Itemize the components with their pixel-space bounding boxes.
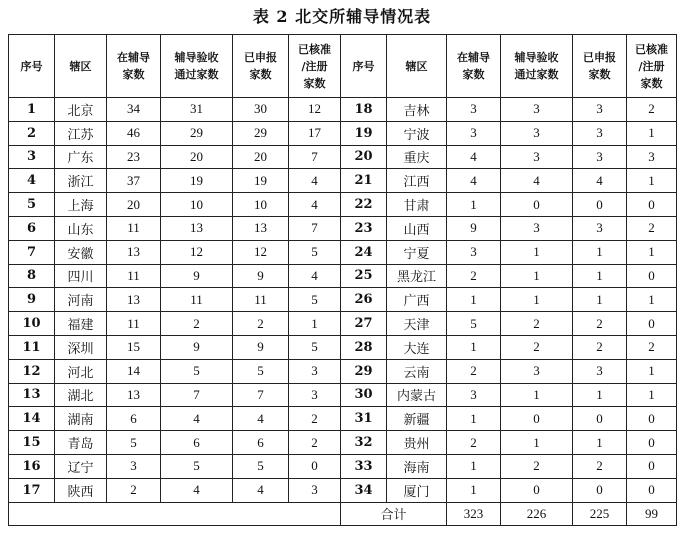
right-row-region: 黑龙江 xyxy=(387,264,447,288)
table-row xyxy=(9,312,677,336)
table-row xyxy=(9,383,677,407)
right-row-passed: 1 xyxy=(501,431,573,455)
left-row-seq: 3 xyxy=(9,145,55,169)
right-row-region: 厦门 xyxy=(387,478,447,502)
right-row-declared: 0 xyxy=(573,193,627,217)
table-body xyxy=(9,98,677,526)
right-row-seq: 20 xyxy=(341,145,387,169)
header-row xyxy=(9,35,677,98)
right-row-approved: 1 xyxy=(627,383,677,407)
header-declared: 已申报 家数 xyxy=(573,35,627,98)
left-row-in-guidance: 37 xyxy=(107,169,161,193)
left-row-seq: 16 xyxy=(9,454,55,478)
table-row xyxy=(9,478,677,502)
table-row xyxy=(9,407,677,431)
right-row-in-guidance: 3 xyxy=(447,240,501,264)
right-row-declared: 1 xyxy=(573,240,627,264)
left-row-region: 河南 xyxy=(55,288,107,312)
right-row-passed: 3 xyxy=(501,359,573,383)
right-row-in-guidance: 9 xyxy=(447,216,501,240)
right-row-approved: 3 xyxy=(627,145,677,169)
right-row-approved: 0 xyxy=(627,478,677,502)
left-row-region: 福建 xyxy=(55,312,107,336)
right-row-passed: 4 xyxy=(501,169,573,193)
right-row-declared: 3 xyxy=(573,98,627,122)
right-row-seq: 22 xyxy=(341,193,387,217)
left-row-approved: 1 xyxy=(289,312,341,336)
left-row-region: 江苏 xyxy=(55,121,107,145)
left-row-region: 浙江 xyxy=(55,169,107,193)
left-row-seq: 13 xyxy=(9,383,55,407)
left-row-in-guidance: 34 xyxy=(107,98,161,122)
left-row-passed: 31 xyxy=(161,98,233,122)
left-row-seq: 17 xyxy=(9,478,55,502)
left-row-approved: 3 xyxy=(289,383,341,407)
right-row-region: 天津 xyxy=(387,312,447,336)
left-row-region: 辽宁 xyxy=(55,454,107,478)
totals-declared: 225 xyxy=(573,502,627,526)
left-row-passed: 4 xyxy=(161,478,233,502)
totals-passed: 226 xyxy=(501,502,573,526)
header-region: 辖区 xyxy=(387,35,447,98)
right-row-approved: 2 xyxy=(627,98,677,122)
left-row-region: 青岛 xyxy=(55,431,107,455)
right-row-passed: 3 xyxy=(501,216,573,240)
left-row-passed: 13 xyxy=(161,216,233,240)
header-seq: 序号 xyxy=(341,35,387,98)
left-row-region: 深圳 xyxy=(55,335,107,359)
left-row-declared: 5 xyxy=(233,359,289,383)
right-row-approved: 2 xyxy=(627,335,677,359)
right-row-in-guidance: 4 xyxy=(447,145,501,169)
right-row-approved: 2 xyxy=(627,216,677,240)
left-row-seq: 9 xyxy=(9,288,55,312)
left-row-declared: 9 xyxy=(233,335,289,359)
right-row-passed: 0 xyxy=(501,478,573,502)
right-row-seq: 27 xyxy=(341,312,387,336)
left-row-approved: 4 xyxy=(289,193,341,217)
left-row-declared: 29 xyxy=(233,121,289,145)
header-declared: 已申报 家数 xyxy=(233,35,289,98)
left-row-passed: 2 xyxy=(161,312,233,336)
right-row-declared: 3 xyxy=(573,216,627,240)
left-row-seq: 1 xyxy=(9,98,55,122)
right-row-seq: 34 xyxy=(341,478,387,502)
left-row-passed: 7 xyxy=(161,383,233,407)
table-row xyxy=(9,145,677,169)
right-row-approved: 0 xyxy=(627,193,677,217)
right-row-declared: 3 xyxy=(573,121,627,145)
left-row-declared: 12 xyxy=(233,240,289,264)
right-row-declared: 1 xyxy=(573,288,627,312)
right-row-region: 云南 xyxy=(387,359,447,383)
left-row-in-guidance: 11 xyxy=(107,312,161,336)
right-row-region: 贵州 xyxy=(387,431,447,455)
table-title: 表 2 北交所辅导情况表 xyxy=(252,7,432,26)
left-row-approved: 7 xyxy=(289,145,341,169)
table-row xyxy=(9,288,677,312)
left-row-seq: 6 xyxy=(9,216,55,240)
left-row-in-guidance: 20 xyxy=(107,193,161,217)
right-row-passed: 2 xyxy=(501,335,573,359)
right-row-declared: 2 xyxy=(573,454,627,478)
left-row-in-guidance: 13 xyxy=(107,383,161,407)
right-row-passed: 1 xyxy=(501,288,573,312)
totals-blank-cell xyxy=(9,502,341,526)
left-row-in-guidance: 2 xyxy=(107,478,161,502)
left-row-declared: 13 xyxy=(233,216,289,240)
right-row-in-guidance: 2 xyxy=(447,264,501,288)
right-row-passed: 2 xyxy=(501,454,573,478)
right-row-seq: 23 xyxy=(341,216,387,240)
right-row-seq: 26 xyxy=(341,288,387,312)
left-row-declared: 4 xyxy=(233,407,289,431)
left-row-passed: 12 xyxy=(161,240,233,264)
header-region: 辖区 xyxy=(55,35,107,98)
right-row-passed: 3 xyxy=(501,121,573,145)
left-row-approved: 7 xyxy=(289,216,341,240)
left-row-seq: 12 xyxy=(9,359,55,383)
right-row-in-guidance: 1 xyxy=(447,335,501,359)
right-row-declared: 3 xyxy=(573,359,627,383)
right-row-approved: 1 xyxy=(627,240,677,264)
right-row-declared: 1 xyxy=(573,431,627,455)
left-row-seq: 10 xyxy=(9,312,55,336)
right-row-in-guidance: 5 xyxy=(447,312,501,336)
left-row-region: 四川 xyxy=(55,264,107,288)
right-row-in-guidance: 3 xyxy=(447,121,501,145)
left-row-declared: 19 xyxy=(233,169,289,193)
right-row-declared: 4 xyxy=(573,169,627,193)
right-row-in-guidance: 4 xyxy=(447,169,501,193)
table-row xyxy=(9,98,677,122)
left-row-approved: 17 xyxy=(289,121,341,145)
left-row-passed: 19 xyxy=(161,169,233,193)
right-row-region: 新疆 xyxy=(387,407,447,431)
left-row-seq: 14 xyxy=(9,407,55,431)
right-row-passed: 3 xyxy=(501,145,573,169)
right-row-in-guidance: 3 xyxy=(447,98,501,122)
guidance-table xyxy=(8,34,677,526)
left-row-in-guidance: 13 xyxy=(107,240,161,264)
right-row-approved: 0 xyxy=(627,431,677,455)
left-row-seq: 4 xyxy=(9,169,55,193)
right-row-approved: 0 xyxy=(627,454,677,478)
left-row-passed: 29 xyxy=(161,121,233,145)
left-row-seq: 2 xyxy=(9,121,55,145)
left-row-seq: 5 xyxy=(9,193,55,217)
right-row-declared: 0 xyxy=(573,478,627,502)
header-passed: 辅导验收 通过家数 xyxy=(161,35,233,98)
right-row-in-guidance: 3 xyxy=(447,383,501,407)
totals-in-guidance: 323 xyxy=(447,502,501,526)
right-row-declared: 0 xyxy=(573,407,627,431)
table-row xyxy=(9,121,677,145)
left-row-in-guidance: 23 xyxy=(107,145,161,169)
left-row-passed: 11 xyxy=(161,288,233,312)
right-row-seq: 21 xyxy=(341,169,387,193)
right-row-declared: 3 xyxy=(573,145,627,169)
left-row-region: 湖北 xyxy=(55,383,107,407)
right-row-passed: 3 xyxy=(501,98,573,122)
left-row-approved: 3 xyxy=(289,478,341,502)
right-row-region: 广西 xyxy=(387,288,447,312)
left-row-passed: 4 xyxy=(161,407,233,431)
right-row-region: 山西 xyxy=(387,216,447,240)
left-row-approved: 3 xyxy=(289,359,341,383)
left-row-passed: 9 xyxy=(161,335,233,359)
left-row-in-guidance: 15 xyxy=(107,335,161,359)
right-row-in-guidance: 1 xyxy=(447,193,501,217)
right-row-region: 宁夏 xyxy=(387,240,447,264)
table-row xyxy=(9,335,677,359)
table-row xyxy=(9,216,677,240)
left-row-region: 陕西 xyxy=(55,478,107,502)
left-row-declared: 6 xyxy=(233,431,289,455)
right-row-passed: 0 xyxy=(501,193,573,217)
right-row-approved: 1 xyxy=(627,169,677,193)
left-row-in-guidance: 11 xyxy=(107,264,161,288)
left-row-passed: 20 xyxy=(161,145,233,169)
left-row-in-guidance: 13 xyxy=(107,288,161,312)
left-row-passed: 5 xyxy=(161,454,233,478)
right-row-passed: 1 xyxy=(501,383,573,407)
right-row-declared: 1 xyxy=(573,383,627,407)
right-row-approved: 1 xyxy=(627,359,677,383)
right-row-declared: 2 xyxy=(573,312,627,336)
left-row-approved: 4 xyxy=(289,169,341,193)
left-row-declared: 9 xyxy=(233,264,289,288)
right-row-seq: 28 xyxy=(341,335,387,359)
left-row-passed: 5 xyxy=(161,359,233,383)
right-row-region: 大连 xyxy=(387,335,447,359)
right-row-seq: 24 xyxy=(341,240,387,264)
right-row-seq: 30 xyxy=(341,383,387,407)
left-row-region: 河北 xyxy=(55,359,107,383)
right-row-region: 吉林 xyxy=(387,98,447,122)
table-row xyxy=(9,240,677,264)
right-row-in-guidance: 1 xyxy=(447,288,501,312)
left-row-approved: 5 xyxy=(289,240,341,264)
table-row xyxy=(9,454,677,478)
right-row-passed: 2 xyxy=(501,312,573,336)
right-row-seq: 29 xyxy=(341,359,387,383)
right-row-declared: 2 xyxy=(573,335,627,359)
left-row-seq: 8 xyxy=(9,264,55,288)
right-row-in-guidance: 2 xyxy=(447,431,501,455)
left-row-declared: 11 xyxy=(233,288,289,312)
left-row-declared: 7 xyxy=(233,383,289,407)
left-row-approved: 5 xyxy=(289,288,341,312)
left-row-declared: 20 xyxy=(233,145,289,169)
table-row xyxy=(9,264,677,288)
right-row-region: 宁波 xyxy=(387,121,447,145)
right-row-seq: 25 xyxy=(341,264,387,288)
totals-label: 合计 xyxy=(341,502,447,526)
left-row-declared: 2 xyxy=(233,312,289,336)
left-row-in-guidance: 14 xyxy=(107,359,161,383)
header-in-guidance: 在辅导 家数 xyxy=(447,35,501,98)
left-row-seq: 11 xyxy=(9,335,55,359)
left-row-in-guidance: 5 xyxy=(107,431,161,455)
left-row-passed: 9 xyxy=(161,264,233,288)
left-row-seq: 7 xyxy=(9,240,55,264)
left-row-in-guidance: 46 xyxy=(107,121,161,145)
right-row-approved: 1 xyxy=(627,121,677,145)
left-row-approved: 5 xyxy=(289,335,341,359)
right-row-in-guidance: 1 xyxy=(447,407,501,431)
left-row-in-guidance: 6 xyxy=(107,407,161,431)
left-row-region: 上海 xyxy=(55,193,107,217)
left-row-approved: 4 xyxy=(289,264,341,288)
right-row-approved: 0 xyxy=(627,264,677,288)
table-row xyxy=(9,431,677,455)
right-row-region: 江西 xyxy=(387,169,447,193)
left-row-approved: 2 xyxy=(289,431,341,455)
left-row-in-guidance: 3 xyxy=(107,454,161,478)
left-row-approved: 2 xyxy=(289,407,341,431)
left-row-approved: 12 xyxy=(289,98,341,122)
table-row xyxy=(9,359,677,383)
totals-row xyxy=(9,502,677,526)
right-row-seq: 33 xyxy=(341,454,387,478)
right-row-seq: 18 xyxy=(341,98,387,122)
right-row-region: 海南 xyxy=(387,454,447,478)
header-passed: 辅导验收 通过家数 xyxy=(501,35,573,98)
right-row-in-guidance: 1 xyxy=(447,478,501,502)
right-row-declared: 1 xyxy=(573,264,627,288)
right-row-passed: 1 xyxy=(501,240,573,264)
header-approved: 已核准 /注册 家数 xyxy=(627,35,677,98)
header-approved: 已核准 /注册 家数 xyxy=(289,35,341,98)
totals-approved: 99 xyxy=(627,502,677,526)
left-row-in-guidance: 11 xyxy=(107,216,161,240)
left-row-declared: 30 xyxy=(233,98,289,122)
right-row-seq: 19 xyxy=(341,121,387,145)
left-row-approved: 0 xyxy=(289,454,341,478)
right-row-in-guidance: 1 xyxy=(447,454,501,478)
left-row-region: 湖南 xyxy=(55,407,107,431)
left-row-region: 安徽 xyxy=(55,240,107,264)
right-row-seq: 32 xyxy=(341,431,387,455)
table-row xyxy=(9,193,677,217)
right-row-region: 甘肃 xyxy=(387,193,447,217)
header-in-guidance: 在辅导 家数 xyxy=(107,35,161,98)
right-row-approved: 0 xyxy=(627,312,677,336)
right-row-passed: 1 xyxy=(501,264,573,288)
right-row-in-guidance: 2 xyxy=(447,359,501,383)
right-row-region: 重庆 xyxy=(387,145,447,169)
left-row-region: 广东 xyxy=(55,145,107,169)
left-row-region: 北京 xyxy=(55,98,107,122)
right-row-approved: 1 xyxy=(627,288,677,312)
right-row-approved: 0 xyxy=(627,407,677,431)
table-row xyxy=(9,169,677,193)
left-row-declared: 5 xyxy=(233,454,289,478)
right-row-region: 内蒙古 xyxy=(387,383,447,407)
right-row-seq: 31 xyxy=(341,407,387,431)
left-row-declared: 10 xyxy=(233,193,289,217)
left-row-region: 山东 xyxy=(55,216,107,240)
right-row-passed: 0 xyxy=(501,407,573,431)
left-row-passed: 6 xyxy=(161,431,233,455)
left-row-passed: 10 xyxy=(161,193,233,217)
header-seq: 序号 xyxy=(9,35,55,98)
left-row-seq: 15 xyxy=(9,431,55,455)
left-row-declared: 4 xyxy=(233,478,289,502)
